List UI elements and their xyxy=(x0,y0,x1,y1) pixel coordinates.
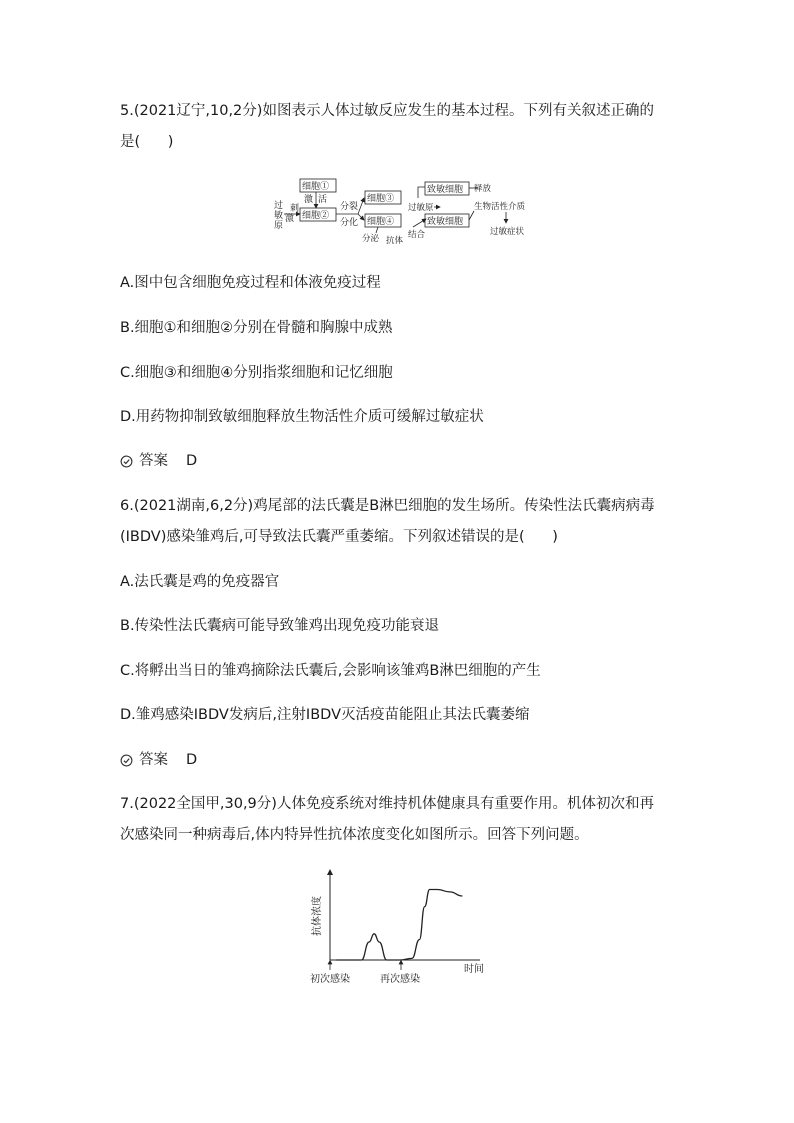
symptom-label: 过敏症状 xyxy=(490,227,525,237)
activate-label-1: 激 xyxy=(304,195,314,205)
sensitized-cell-bottom: 致敏细胞 xyxy=(427,217,464,227)
mediator-label: 生物活性介质 xyxy=(474,202,526,212)
antibody-series-line xyxy=(336,890,462,961)
release-label: 释放 xyxy=(474,184,492,194)
antibody-label: 抗体 xyxy=(386,236,404,245)
cell-4-label: 细胞④ xyxy=(367,217,395,227)
q6-option-a: A.法氏囊是鸡的免疫器官 xyxy=(120,574,280,590)
allergy-process-diagram xyxy=(268,175,568,245)
q6-answer xyxy=(120,750,197,770)
q6-stem-line1: 6.(2021湖南,6,2分)鸡尾部的法氏囊是B淋巴细胞的发生场所。传染性法氏囊病病毒 xyxy=(120,498,655,514)
q5-option-b: B.细胞①和细胞②分别在骨髓和胸腺中成熟 xyxy=(120,320,393,336)
allergen-second-label: 过敏原 xyxy=(408,203,434,213)
cell-3-label: 细胞③ xyxy=(367,194,395,204)
q5-option-a: A.图中包含细胞免疫过程和体液免疫过程 xyxy=(120,275,381,291)
first-infection-label: 初次感染 xyxy=(310,974,350,985)
q6-option-d: D.雏鸡感染IBDV发病后,注射IBDV灭活疫苗能阻止其法氏囊萎缩 xyxy=(120,707,530,723)
answer-value: D xyxy=(186,453,198,469)
cell-1-label: 细胞① xyxy=(302,182,330,192)
q5-option-d: D.用药物抑制致敏细胞释放生物活性介质可缓解过敏症状 xyxy=(120,409,484,425)
sensitized-cell-top: 致敏细胞 xyxy=(427,185,464,195)
q7-stem-line2: 次感染同一种病毒后,体内特异性抗体浓度变化如图所示。回答下列问题。 xyxy=(120,827,589,843)
answer-label: 答案 xyxy=(139,752,168,768)
q6-option-b: B.传染性法氏囊病可能导致雏鸡出现免疫功能衰退 xyxy=(120,618,440,634)
q5-option-c: C.细胞③和细胞④分别指浆细胞和记忆细胞 xyxy=(120,365,393,381)
antibody-concentration-chart xyxy=(300,868,500,986)
divide-label-1: 分裂 xyxy=(340,202,359,212)
cell-2-label: 细胞② xyxy=(302,211,330,221)
stimulate-label-1: 刺 xyxy=(290,204,300,214)
check-circle-icon xyxy=(120,754,133,767)
q7-stem-line1: 7.(2022全国甲,30,9分)人体免疫系统对维持机体健康具有重要作用。机体初次和再 xyxy=(120,796,654,812)
allergen-char-1: 过 xyxy=(274,201,284,211)
second-infection-label: 再次感染 xyxy=(380,974,420,985)
answer-value: D xyxy=(186,752,198,768)
q5-stem-line2: 是( ) xyxy=(120,134,174,150)
q5-answer xyxy=(120,451,197,471)
check-circle-icon xyxy=(120,455,133,468)
divide-label-2: 分化 xyxy=(340,218,359,228)
allergen-char-3: 原 xyxy=(274,221,284,231)
allergen-char-2: 敏 xyxy=(274,211,284,221)
q6-stem-line2: (IBDV)感染雏鸡后,可导致法氏囊严重萎缩。下列叙述错误的是( ) xyxy=(120,529,558,545)
combine-label: 结合 xyxy=(408,230,426,240)
q6-option-c: C.将孵出当日的雏鸡摘除法氏囊后,会影响该雏鸡B淋巴细胞的产生 xyxy=(120,663,541,679)
x-axis-label: 时间 xyxy=(464,964,484,975)
q5-stem-line1: 5.(2021辽宁,10,2分)如图表示人体过敏反应发生的基本过程。下列有关叙述正确的 xyxy=(120,103,654,119)
y-axis-label: 抗体浓度 xyxy=(312,896,323,936)
answer-label: 答案 xyxy=(139,453,168,469)
stimulate-label-2: 激 xyxy=(285,214,295,224)
activate-label-2: 活 xyxy=(318,195,328,205)
secrete-label: 分泌 xyxy=(362,234,380,244)
